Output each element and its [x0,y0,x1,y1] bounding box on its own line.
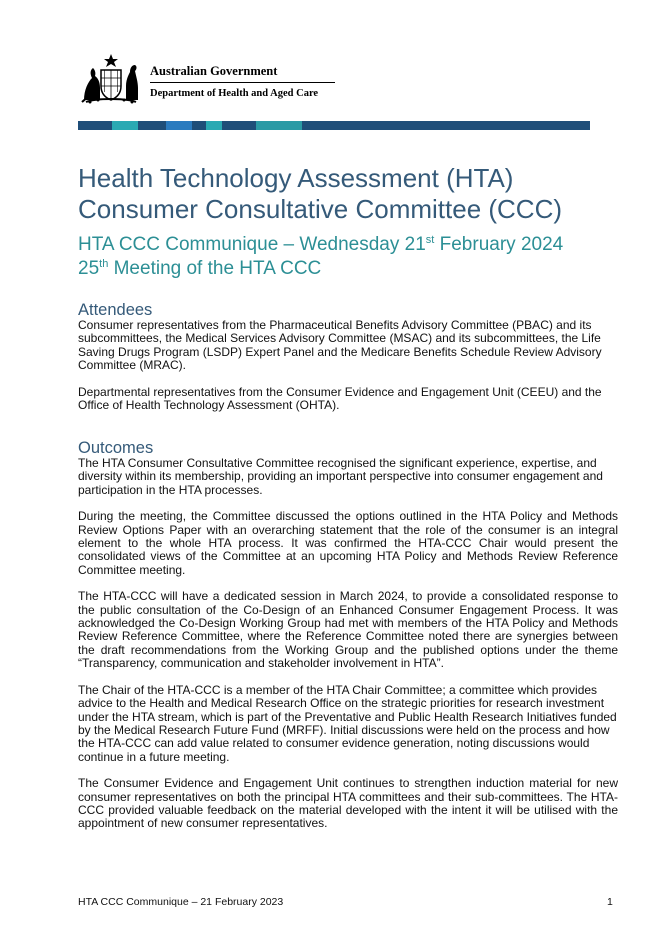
outcomes-heading: Outcomes [78,439,154,457]
attendees-paragraph: Consumer representatives from the Pharmaceutical Benefits Advisory Committee (PBAC) and its subcommittees, the Medical Services Advisory Committee (MSAC) and its subcommittees, the Life Saving Drugs Program (LSDP) Expert Panel and the Medicare Benefits Schedule Review Advisory Committee (MRAC). [78,318,602,373]
footer-page-number: 1 [607,896,613,908]
attendees-paragraph: Departmental representatives from the Consumer Evidence and Engagement Unit (CEEU) and the Office of Health Technology Assessment (OHTA). [78,384,602,413]
attendees-section [78,301,618,425]
subtitle-meeting-number: 25 [78,258,100,279]
footer-document-title: HTA CCC Communique – 21 February 2023 [78,896,284,908]
subtitle-date-ordinal: st [425,234,435,246]
title-line-1: Health Technology Assessment (HTA) [78,163,514,193]
outcomes-paragraph: The HTA Consumer Consultative Committee recognised the significant experience, expertise, and diversity within its membership, providing an important perspective into consumer engagement and participation in the HTA processes. [78,456,603,497]
outcomes-paragraph: During the meeting, the Committee discussed the options outlined in the HTA Policy and Methods Review Options Paper with an overarching statement that the role of the consumer is an integral element to the whole HTA process. It was confirmed the HTA-CCC Chair would present the consolidated views of the Committee at an upcoming HTA Policy and Methods Review Reference Committee meeting. [78,509,618,577]
department-name: Department of Health and Aged Care [150,88,319,99]
outcomes-section [78,439,618,844]
title-line-2: Consumer Consultative Committee (CCC) [78,194,563,224]
outcomes-paragraph: The Chair of the HTA-CCC is a member of the HTA Chair Committee; a committee which provides advice to the Health and Medical Research Office on the strategic priorities for research investment under the HTA stream, which is part of the Preventative and Public Health Research Initiatives funded by the Medical Research Future Fund (MRFF). Initial discussions were held on the process and how the HTA-CCC can add value related to consumer evidence generation, noting discussions would continue in a future meeting. [78,682,617,764]
outcomes-paragraph: The HTA-CCC will have a dedicated session in March 2024, to provide a consolidated response to the public consultation of the Co-Design of an Enhanced Consumer Engagement Process. It was acknowledged the Co-Design Working Group had met with members of the HTA Policy and Methods Review Reference Committee, where the Reference Committee noted there are synergies between the draft recommendations from the Working Group and the published options under the theme “Transparency, communication and stakeholder involvement in HTA”. [78,589,618,671]
coat-of-arms-icon [78,52,144,106]
attendees-heading: Attendees [78,301,153,319]
color-band-divider [78,121,590,130]
government-logo [78,52,338,112]
subtitle-meeting-suffix: Meeting of the HTA CCC [108,258,322,279]
government-name: Australian Government [150,64,335,83]
subtitle-date-prefix: HTA CCC Communique – Wednesday 21 [78,234,426,255]
subtitle-meeting-ordinal: th [99,258,109,270]
outcomes-paragraph: The Consumer Evidence and Engagement Unit continues to strengthen induction material for new consumer representatives on both the principal HTA committees and their sub-committees. The HTA-CCC provided valuable feedback on the material developed with the intent it will be utilised with the appointment of new consumer representatives. [78,776,618,831]
communique-subtitle [78,233,618,281]
subtitle-date-suffix: February 2024 [434,234,564,255]
page-title [78,163,618,225]
